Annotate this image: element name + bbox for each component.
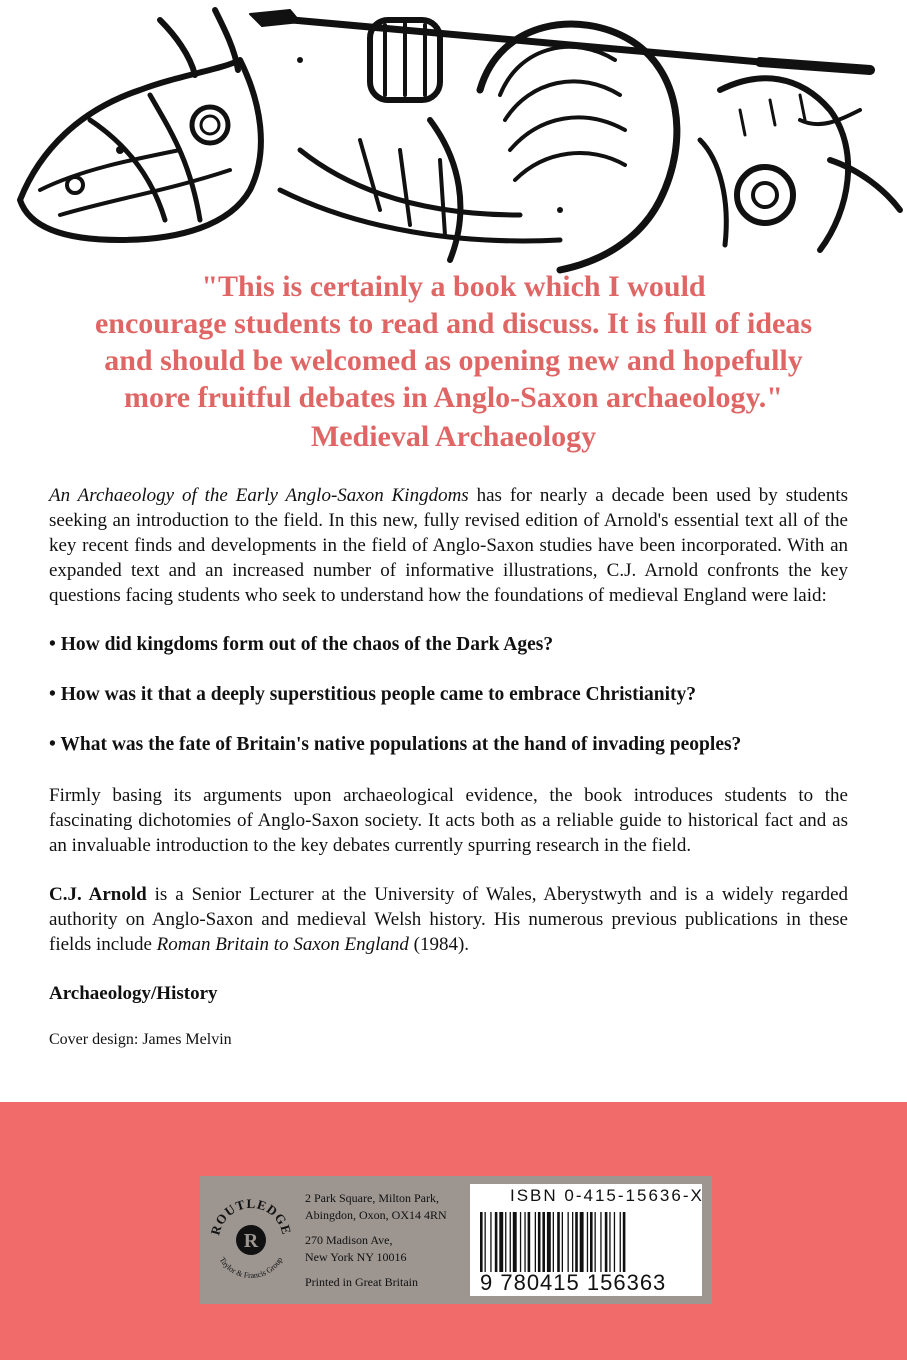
routledge-logo bbox=[205, 1180, 297, 1298]
address-line: 2 Park Square, Milton Park, bbox=[305, 1191, 439, 1205]
address-line: New York NY 10016 bbox=[305, 1250, 407, 1264]
book-title: An Archaeology of the Early Anglo-Saxon Kingdoms bbox=[49, 485, 469, 506]
intro-text: has for nearly a decade been used by students seeking an introduction to the field. In this new, fully revised edition of Arnold's essential text all of the key recent finds and developments in the field of Anglo-Saxon studies have been incorporated. With an expanded text and an increased number of informative illustrations, C.J. Arnold confronts the key questions facing students who seek to understand how the foundations of medieval England were laid: bbox=[49, 485, 849, 606]
review-quote bbox=[40, 268, 867, 455]
address-line: Abingdon, Oxon, OX14 4RN bbox=[305, 1208, 447, 1222]
blurb bbox=[49, 483, 848, 1052]
intro-paragraph bbox=[49, 483, 848, 608]
question-bullet: • How was it that a deeply superstitious people came to embrace Christianity? bbox=[49, 684, 697, 705]
publisher-address bbox=[305, 1190, 465, 1291]
barcode-number: 9 780415 156363 bbox=[480, 1270, 667, 1295]
previous-year: (1984). bbox=[413, 934, 470, 955]
quote-line: more fruitful debates in Anglo-Saxon archaeology." bbox=[124, 381, 783, 414]
author-paragraph bbox=[49, 882, 848, 957]
evidence-paragraph: Firmly basing its arguments upon archaeological evidence, the book introduces students to the fascinating dichotomies of Anglo-Saxon society. It acts both as a reliable guide to historical fact and as an invaluable introduction to the key debates currently spurring research in the field. bbox=[49, 785, 848, 856]
author-bio: is a Senior Lecturer at the University of Wales, Aberystwyth and is a widely regarded authority on Anglo-Saxon and medieval Welsh history. His numerous previous publications in these fields include bbox=[49, 884, 849, 955]
cover-illustration bbox=[0, 0, 907, 275]
quote-line: "This is certainly a book which I would bbox=[201, 270, 706, 303]
quote-source: Medieval Archaeology bbox=[310, 420, 597, 453]
cover-credit: Cover design: James Melvin bbox=[49, 1031, 232, 1048]
logo-letter: R bbox=[243, 1230, 259, 1252]
address-line: Printed in Great Britain bbox=[305, 1275, 418, 1289]
previous-title: Roman Britain to Saxon England bbox=[156, 934, 409, 955]
category-label: Archaeology/History bbox=[49, 983, 218, 1004]
anglo-saxon-horseman-engraving-icon bbox=[0, 0, 907, 275]
question-bullet: • What was the fate of Britain's native populations at the hand of invading peoples? bbox=[49, 734, 742, 755]
publisher-group: Taylor & Francis Group bbox=[217, 1255, 285, 1281]
barcode-icon bbox=[480, 1212, 698, 1272]
isbn-label: ISBN 0-415-15636-X bbox=[510, 1186, 704, 1205]
address-line: 270 Madison Ave, bbox=[305, 1233, 393, 1247]
quote-line: and should be welcomed as opening new and hopefully bbox=[104, 344, 803, 377]
publisher-name: ROUTLEDGE bbox=[207, 1195, 295, 1237]
question-bullet: • How did kingdoms form out of the chaos of the Dark Ages? bbox=[49, 634, 554, 655]
quote-line: encourage students to read and discuss. It is full of ideas bbox=[94, 307, 813, 340]
author-name: C.J. Arnold bbox=[49, 884, 147, 905]
